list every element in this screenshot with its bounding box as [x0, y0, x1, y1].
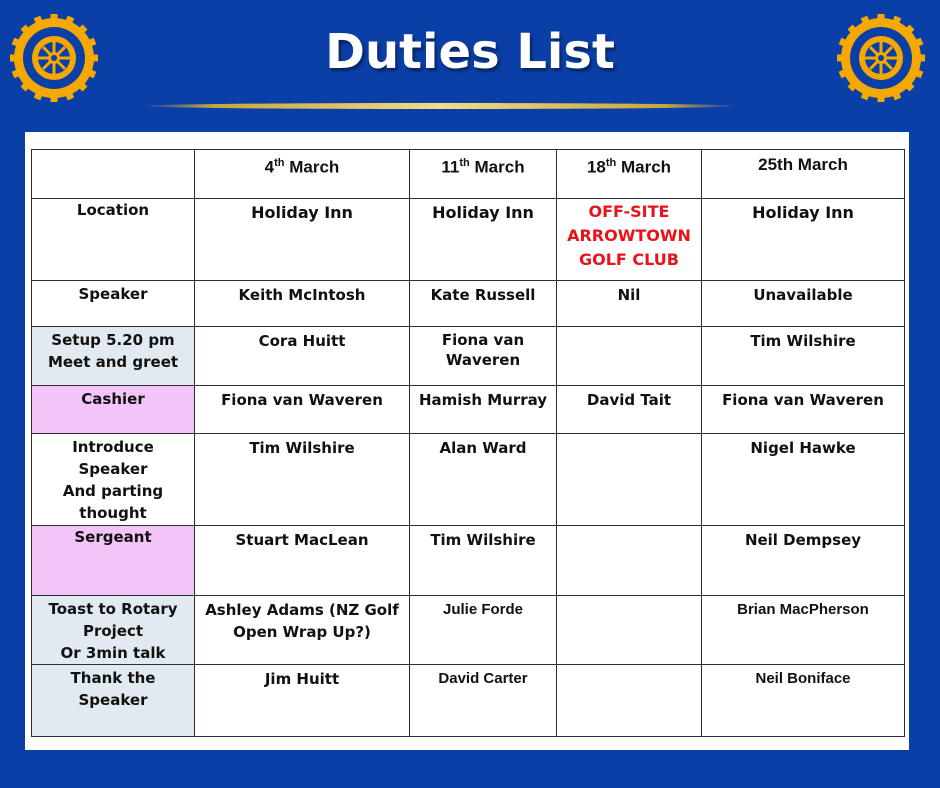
- speaker-cell: Nil: [557, 281, 702, 327]
- table-row-thank: [32, 665, 905, 737]
- table-row-introduce: [32, 434, 905, 526]
- speaker-cell: Keith McIntosh: [195, 281, 410, 327]
- location-cell: Holiday Inn: [410, 199, 557, 281]
- sergeant-cell: Stuart MacLean: [195, 526, 410, 596]
- sergeant-cell: [557, 526, 702, 596]
- introduce-cell: Tim Wilshire: [195, 434, 410, 526]
- page-title: Duties List: [325, 24, 615, 80]
- thank-cell: [557, 665, 702, 737]
- speaker-cell: Unavailable: [702, 281, 905, 327]
- location-cell: Holiday Inn: [195, 199, 410, 281]
- header-cell-date-3: 18th March: [557, 150, 702, 199]
- introduce-cell: Nigel Hawke: [702, 434, 905, 526]
- header-cell-date-2: 11th March: [410, 150, 557, 199]
- setup-cell: Tim Wilshire: [702, 327, 905, 386]
- cashier-cell: Fiona van Waveren: [195, 386, 410, 434]
- table-row-cashier: [32, 386, 905, 434]
- location-offsite-cell: OFF-SITE ARROWTOWN GOLF CLUB: [557, 199, 702, 281]
- table-row-speaker: [32, 281, 905, 327]
- row-label-location: Location: [32, 199, 195, 281]
- cashier-cell: Fiona van Waveren: [702, 386, 905, 434]
- header-cell-date-4: 25th March: [702, 150, 905, 199]
- row-label-speaker: Speaker: [32, 281, 195, 327]
- cashier-cell: Hamish Murray: [410, 386, 557, 434]
- table-row-toast: [32, 596, 905, 665]
- setup-cell: Cora Huitt: [195, 327, 410, 386]
- row-label-sergeant: Sergeant: [32, 526, 195, 596]
- table-row-setup: [32, 327, 905, 386]
- location-cell: Holiday Inn: [702, 199, 905, 281]
- row-label-introduce: Introduce Speaker And parting thought: [32, 434, 195, 526]
- sergeant-cell: Neil Dempsey: [702, 526, 905, 596]
- thank-cell: Jim Huitt: [195, 665, 410, 737]
- cashier-cell: David Tait: [557, 386, 702, 434]
- toast-cell: Brian MacPherson: [702, 596, 905, 665]
- table-row-sergeant: [32, 526, 905, 596]
- introduce-cell: [557, 434, 702, 526]
- title-underline: [142, 103, 738, 109]
- row-label-toast: Toast to Rotary Project Or 3min talk: [32, 596, 195, 665]
- introduce-cell: Alan Ward: [410, 434, 557, 526]
- thank-cell: Neil Boniface: [702, 665, 905, 737]
- toast-cell: Ashley Adams (NZ Golf Open Wrap Up?): [195, 596, 410, 665]
- header-cell-date-1: 4th March: [195, 150, 410, 199]
- toast-cell: [557, 596, 702, 665]
- header-corner-cell: [32, 150, 195, 199]
- thank-cell: David Carter: [410, 665, 557, 737]
- row-label-thank: Thank the Speaker: [32, 665, 195, 737]
- row-label-setup: Setup 5.20 pm Meet and greet: [32, 327, 195, 386]
- sergeant-cell: Tim Wilshire: [410, 526, 557, 596]
- table-header-row: [32, 150, 905, 199]
- row-label-cashier: Cashier: [32, 386, 195, 434]
- table-row-location: [32, 199, 905, 281]
- duties-panel: [25, 132, 909, 750]
- duties-table: [31, 149, 905, 737]
- speaker-cell: Kate Russell: [410, 281, 557, 327]
- setup-cell: Fiona van Waveren: [410, 327, 557, 386]
- toast-cell: Julie Forde: [410, 596, 557, 665]
- setup-cell: [557, 327, 702, 386]
